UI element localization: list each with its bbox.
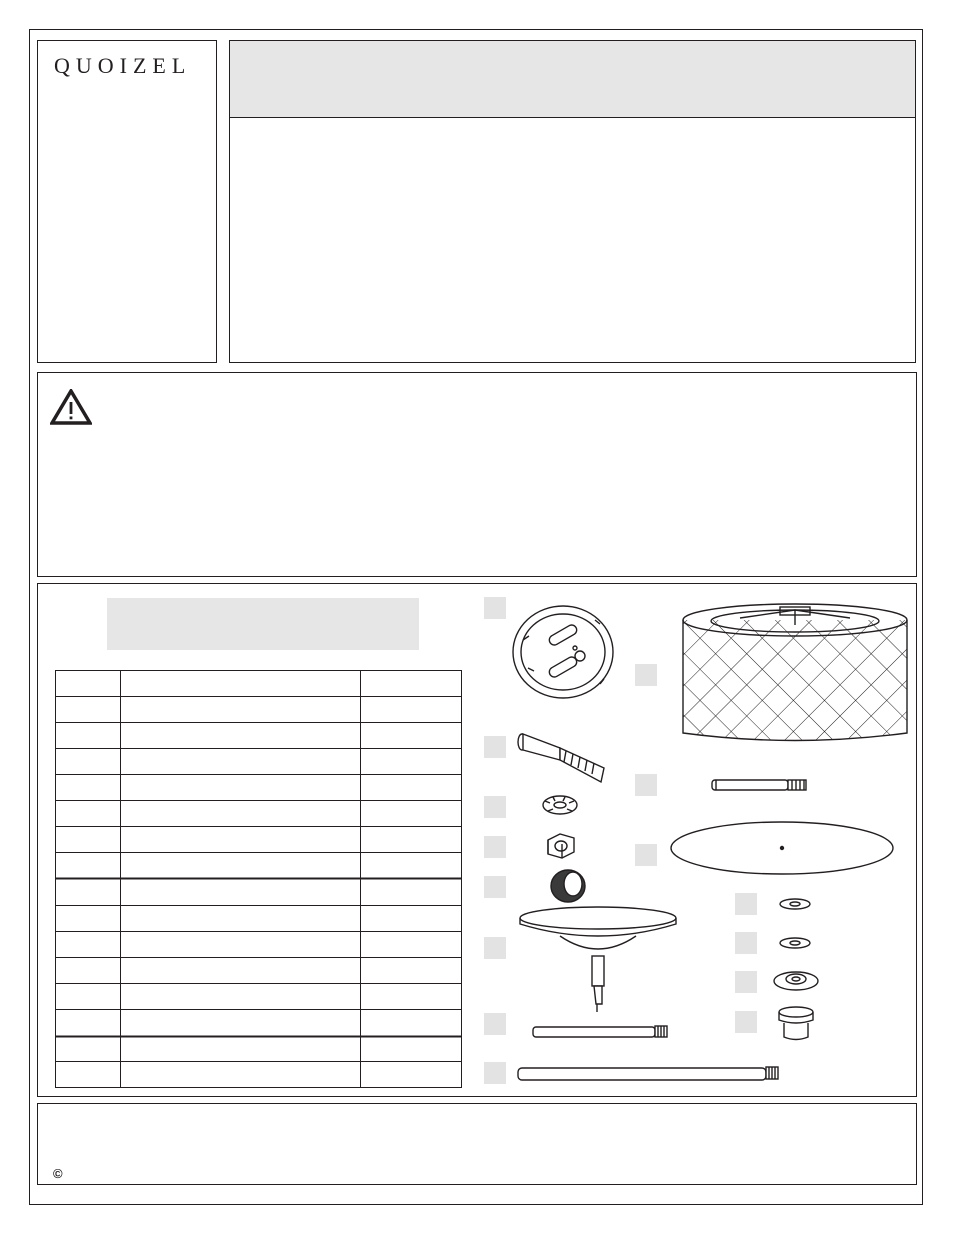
title-panel xyxy=(229,40,916,363)
mounting-screw xyxy=(518,734,604,782)
drum-shade xyxy=(683,604,907,748)
title-band xyxy=(230,41,915,118)
short-stem xyxy=(533,1026,667,1037)
long-stem xyxy=(518,1067,778,1080)
flat-washer xyxy=(780,938,810,948)
warning-panel xyxy=(37,372,917,577)
part-marker xyxy=(484,736,506,758)
copyright-symbol: © xyxy=(53,1166,63,1181)
part-marker xyxy=(735,893,757,915)
warning-triangle-icon xyxy=(50,389,92,425)
flat-washer xyxy=(780,899,810,909)
brand-logo: QUOIZEL xyxy=(54,53,192,78)
parts-list-header xyxy=(107,598,419,650)
part-marker xyxy=(484,1013,506,1035)
logo-panel xyxy=(37,40,217,363)
finial-cap xyxy=(779,1007,813,1040)
part-marker xyxy=(484,876,506,898)
part-marker xyxy=(484,597,506,619)
parts-drawing xyxy=(480,592,920,1092)
threaded-nipple xyxy=(712,780,806,790)
hex-nut xyxy=(548,834,574,858)
part-marker xyxy=(484,836,506,858)
part-marker xyxy=(735,932,757,954)
canopy xyxy=(520,907,676,1012)
part-marker xyxy=(735,1011,757,1033)
part-marker xyxy=(484,796,506,818)
diffuser-disc xyxy=(671,822,893,874)
part-marker xyxy=(635,844,657,866)
part-marker xyxy=(635,664,657,686)
parts-table xyxy=(55,670,462,1088)
knurled-knob xyxy=(551,870,585,902)
lock-washer xyxy=(543,796,577,814)
part-marker xyxy=(484,1062,506,1084)
part-marker xyxy=(735,971,757,993)
cup-washer xyxy=(774,972,818,990)
mounting-plate xyxy=(513,606,613,698)
part-marker xyxy=(635,774,657,796)
footer-panel xyxy=(37,1103,917,1185)
part-marker xyxy=(484,937,506,959)
